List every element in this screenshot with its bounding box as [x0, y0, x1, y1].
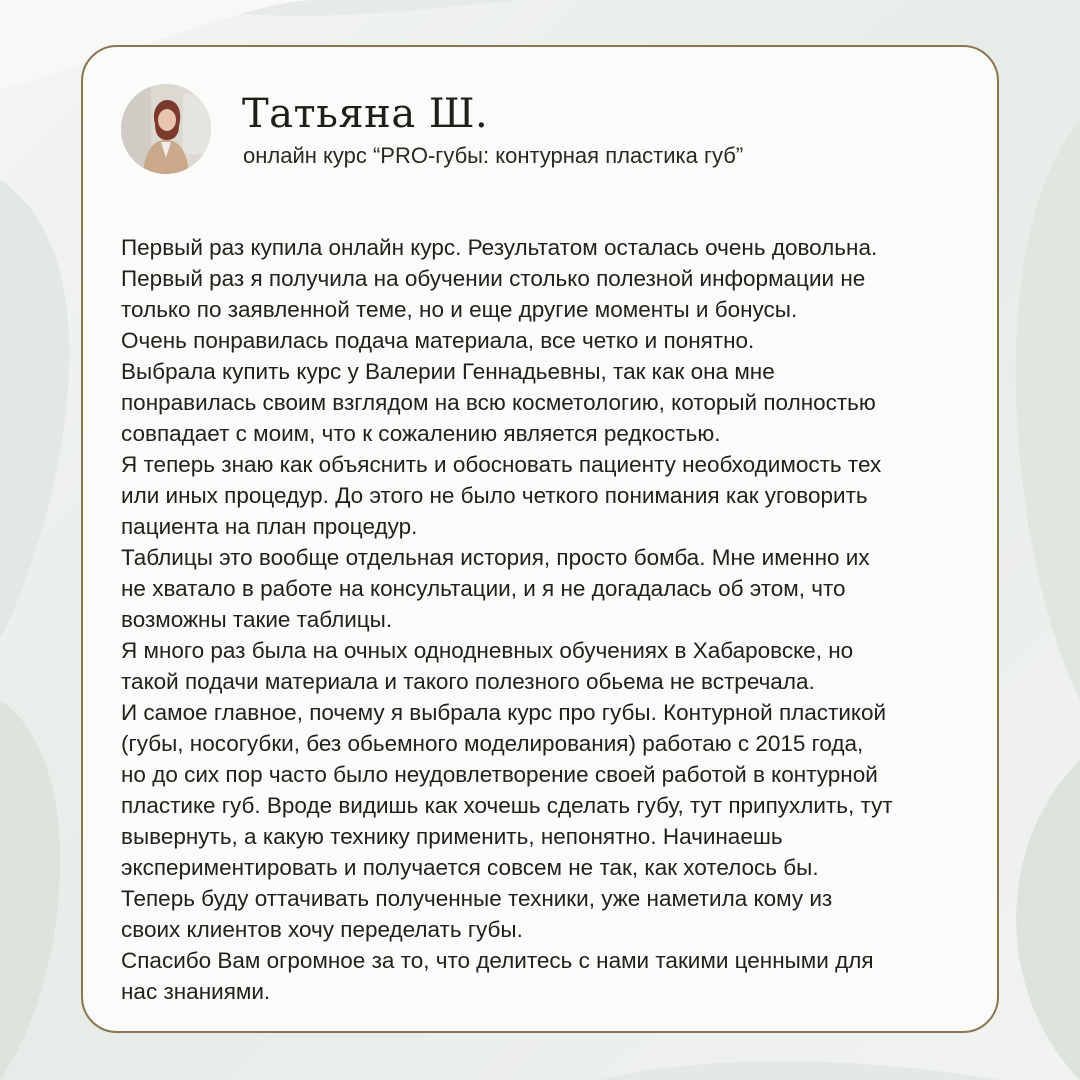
review-line: только по заявленной теме, но и еще другие моменты и бонусы.: [121, 297, 798, 322]
course-title: онлайн курс “PRO-губы: контурная пластика губ”: [243, 143, 744, 168]
review-line: Спасибо Вам огромное за то, что делитесь с нами такими ценными для: [121, 948, 874, 973]
review-line: или иных процедур. До этого не было четкого понимания как уговорить: [121, 483, 868, 508]
review-line: Я много раз была на очных однодневных обучениях в Хабаровске, но: [121, 638, 854, 663]
author-name: Татьяна Ш.: [242, 91, 489, 137]
review-line: Выбрала купить курс у Валерии Геннадьевны, так как она мне: [121, 359, 775, 384]
review-line: экспериментировать и получается совсем не так, как хотелось бы.: [121, 855, 819, 880]
review-text: [121, 232, 971, 1007]
avatar: [121, 84, 211, 174]
review-line: нас знаниями.: [121, 979, 271, 1004]
review-line: Очень понравилась подача материала, все четко и понятно.: [121, 328, 755, 353]
review-line: такой подачи материала и такого полезного обьема не встречала.: [121, 669, 815, 694]
review-line: Первый раз купила онлайн курс. Результатом осталась очень довольна.: [121, 235, 878, 260]
review-line: вывернуть, а какую технику применить, непонятно. Начинаешь: [121, 824, 783, 849]
review-line: Я теперь знаю как объяснить и обосновать пациенту необходимость тех: [121, 452, 882, 477]
review-line: совпадает с моим, что к сожалению является редкостью.: [121, 421, 721, 446]
review-line: понравилась своим взглядом на всю косметологию, который полностью: [121, 390, 876, 415]
review-line: возможны такие таблицы.: [121, 607, 393, 632]
review-line: Теперь буду оттачивать полученные техники, уже наметила кому из: [121, 886, 833, 911]
review-line: но до сих пор часто было неудовлетворение своей работой в контурной: [121, 762, 878, 787]
testimonial-card: [81, 45, 999, 1033]
review-line: (губы, носогубки, без обьемного моделирования) работаю с 2015 года,: [121, 731, 864, 756]
review-line: Первый раз я получила на обучении столько полезной информации не: [121, 266, 866, 291]
review-line: не хватало в работе на консультации, и я не догадалась об этом, что: [121, 576, 846, 601]
review-line: пластике губ. Вроде видишь как хочешь сделать губу, тут припухлить, тут: [121, 793, 893, 818]
review-line: пациента на план процедур.: [121, 514, 418, 539]
review-line: И самое главное, почему я выбрала курс про губы. Контурной пластикой: [121, 700, 887, 725]
review-line: своих клиентов хочу переделать губы.: [121, 917, 523, 942]
review-line: Таблицы это вообще отдельная история, просто бомба. Мне именно их: [121, 545, 870, 570]
